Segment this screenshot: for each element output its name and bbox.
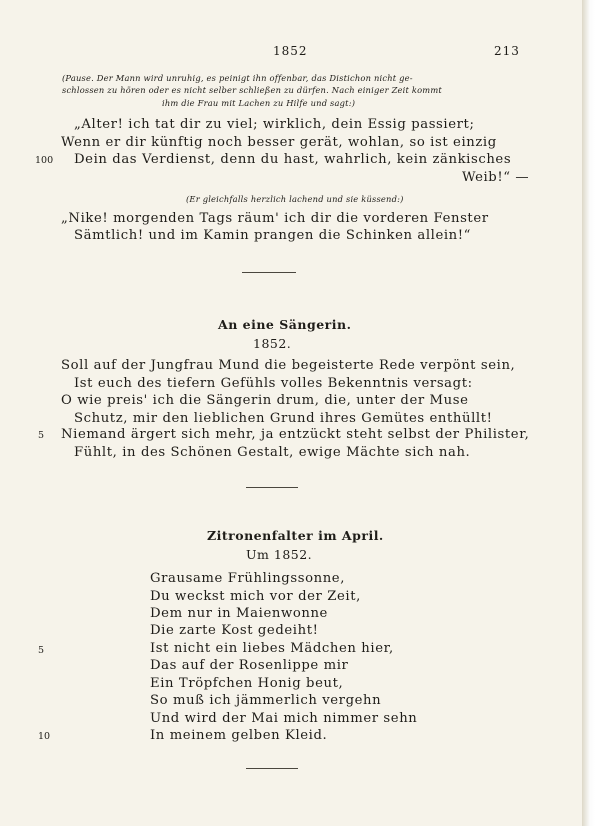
verse-line: Das auf der Rosenlippe mir xyxy=(150,658,349,673)
verse-line: Sämtlich! und im Kamin prangen die Schinken allein!“ xyxy=(74,228,472,243)
verse-line: In meinem gelben Kleid. xyxy=(150,728,328,743)
section-divider xyxy=(246,768,298,769)
verse-line: Ist euch des tiefern Gefühls volles Bekenntnis versagt: xyxy=(74,376,473,391)
stage-direction-line: schlossen zu hören oder es nicht selber schließen zu dürfen. Nach einiger Zeit kommt xyxy=(62,85,442,95)
verse-line: Wenn er dir künftig noch besser gerät, wohlan, so ist einzig xyxy=(61,135,497,150)
page-number: 213 xyxy=(494,44,520,58)
verse-line: Ein Tröpfchen Honig beut, xyxy=(150,676,344,691)
line-number: 5 xyxy=(38,430,45,441)
poem-title: An eine Sängerin. xyxy=(218,317,352,332)
verse-line: Niemand ärgert sich mehr, ja entzückt steht selbst der Philister, xyxy=(61,427,530,442)
verse-line: Fühlt, in des Schönen Gestalt, ewige Mächte sich nah. xyxy=(74,445,471,460)
running-header-year: 1852 xyxy=(273,44,308,58)
stage-direction-line: ihm die Frau mit Lachen zu Hilfe und sagt:) xyxy=(162,98,356,108)
stage-direction-line: (Pause. Der Mann wird unruhig, es peinigt ihn offenbar, das Distichon nicht ge- xyxy=(62,73,413,83)
poem-date: Um 1852. xyxy=(246,547,313,562)
page-edge xyxy=(582,0,595,826)
verse-line: Und wird der Mai mich nimmer sehn xyxy=(150,711,418,726)
section-divider xyxy=(246,487,298,488)
verse-line: So muß ich jämmerlich vergehn xyxy=(150,693,382,708)
verse-line: Du weckst mich vor der Zeit, xyxy=(150,589,361,604)
verse-line: Schutz, mir den lieblichen Grund ihres Gemütes enthüllt! xyxy=(74,411,493,426)
verse-line: Dein das Verdienst, denn du hast, wahrlich, kein zänkisches xyxy=(74,152,512,167)
line-number: 10 xyxy=(38,731,51,742)
stage-direction-line: (Er gleichfalls herzlich lachend und sie küssend:) xyxy=(186,194,404,204)
verse-line: Weib!“ — xyxy=(462,170,530,185)
verse-line: Die zarte Kost gedeiht! xyxy=(150,623,319,638)
line-number: 100 xyxy=(35,155,54,166)
verse-line: „Alter! ich tat dir zu viel; wirklich, dein Essig passiert; xyxy=(74,117,475,132)
section-divider xyxy=(242,272,296,273)
verse-line: „Nike! morgenden Tags räum' ich dir die vorderen Fenster xyxy=(61,211,489,226)
poem-date: 1852. xyxy=(253,336,292,351)
verse-line: Soll auf der Jungfrau Mund die begeisterte Rede verpönt sein, xyxy=(61,358,516,373)
verse-line: O wie preis' ich die Sängerin drum, die, unter der Muse xyxy=(61,393,469,408)
verse-line: Grausame Frühlingssonne, xyxy=(150,571,345,586)
poem-title: Zitronenfalter im April. xyxy=(207,528,384,543)
verse-line: Dem nur in Maienwonne xyxy=(150,606,328,621)
line-number: 5 xyxy=(38,645,45,656)
verse-line: Ist nicht ein liebes Mädchen hier, xyxy=(150,641,394,656)
